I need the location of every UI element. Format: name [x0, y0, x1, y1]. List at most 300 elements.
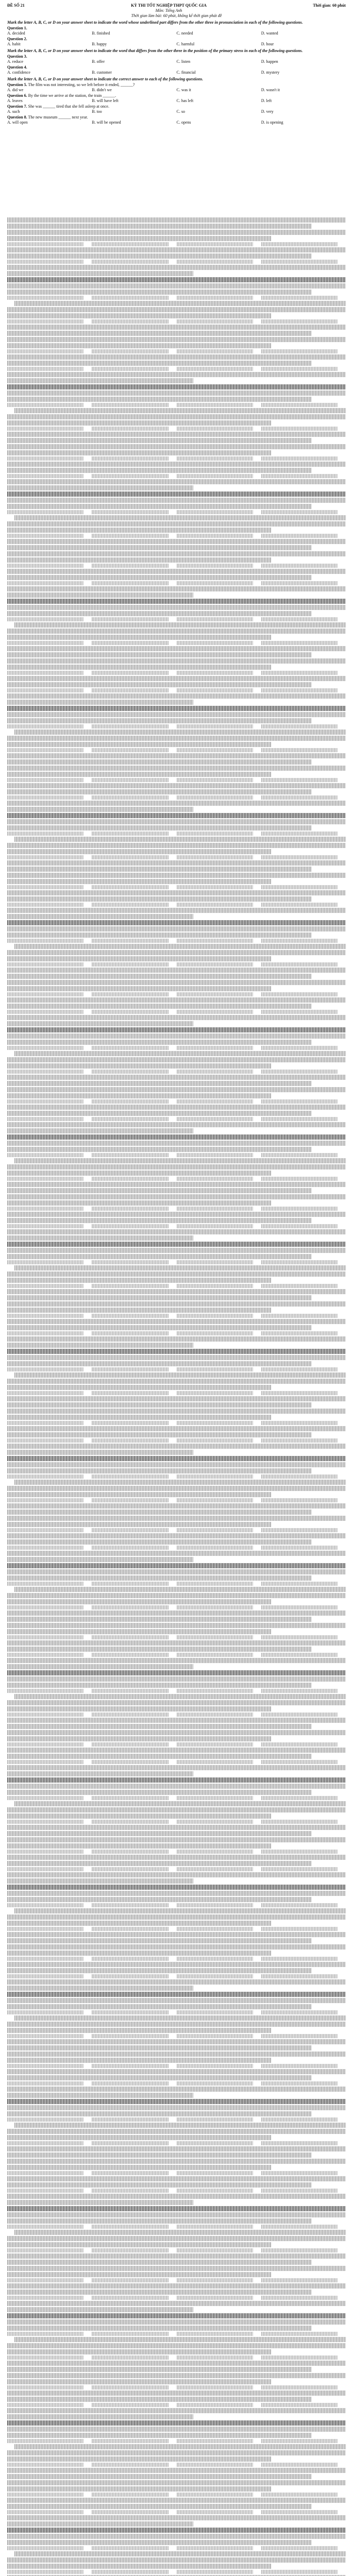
answer-option[interactable]	[7, 1391, 83, 1395]
answer-option[interactable]	[261, 2171, 338, 2175]
answer-option[interactable]	[261, 885, 338, 889]
answer-option[interactable]	[261, 1528, 338, 1532]
answer-option[interactable]	[7, 510, 83, 514]
answer-option[interactable]	[261, 1177, 338, 1181]
option-a[interactable]: A. will open	[7, 120, 28, 125]
answer-option[interactable]	[7, 1653, 83, 1657]
answer-option[interactable]	[261, 427, 338, 431]
answer-option[interactable]	[261, 1796, 338, 1800]
option-c[interactable]: C. was it	[176, 88, 191, 92]
option-a[interactable]: A. decided	[7, 31, 25, 36]
answer-option[interactable]	[261, 1421, 338, 1425]
answer-option[interactable]	[177, 939, 253, 943]
answer-option[interactable]	[261, 474, 338, 478]
answer-option[interactable]	[92, 2189, 168, 2193]
answer-option[interactable]	[177, 2570, 253, 2574]
answer-option[interactable]	[7, 319, 83, 324]
answer-option[interactable]	[261, 1117, 338, 1121]
answer-option[interactable]	[177, 367, 253, 371]
answer-option[interactable]	[177, 1528, 253, 1532]
answer-option[interactable]	[7, 1546, 83, 1550]
answer-option[interactable]	[177, 1314, 253, 1318]
option-a[interactable]: A. reduce	[7, 59, 24, 64]
answer-option[interactable]	[261, 1498, 338, 1502]
answer-option[interactable]	[7, 2248, 83, 2252]
answer-option[interactable]	[7, 2355, 83, 2360]
answer-option[interactable]	[177, 427, 253, 431]
answer-option[interactable]	[261, 510, 338, 514]
answer-option[interactable]	[261, 748, 338, 752]
answer-option[interactable]	[177, 832, 253, 836]
answer-option[interactable]	[261, 939, 338, 943]
answer-option[interactable]	[7, 1177, 83, 1181]
answer-option[interactable]	[7, 617, 83, 621]
answer-option[interactable]	[261, 2355, 338, 2360]
option-c[interactable]: C. so	[176, 109, 185, 114]
answer-option[interactable]	[177, 2546, 253, 2550]
answer-option[interactable]	[261, 992, 338, 996]
answer-option[interactable]	[92, 1224, 168, 1228]
answer-option[interactable]	[177, 2248, 253, 2252]
answer-option[interactable]	[92, 885, 168, 889]
answer-option[interactable]	[7, 1927, 83, 1931]
answer-option[interactable]	[92, 992, 168, 996]
answer-option[interactable]	[261, 564, 338, 568]
answer-option[interactable]	[92, 903, 168, 907]
answer-option[interactable]	[177, 456, 253, 461]
answer-option[interactable]	[7, 992, 83, 996]
answer-option[interactable]	[7, 1153, 83, 1157]
option-d[interactable]: D. wasn't it	[261, 88, 280, 92]
answer-option[interactable]	[261, 1867, 338, 1871]
option-b[interactable]: B. will be opened	[92, 120, 121, 125]
option-c[interactable]: C. listen	[176, 59, 191, 64]
answer-option[interactable]	[7, 2225, 83, 2229]
answer-option[interactable]	[261, 2141, 338, 2145]
answer-option[interactable]	[7, 1421, 83, 1425]
answer-option[interactable]	[92, 2081, 168, 2086]
answer-option[interactable]	[177, 1820, 253, 1824]
answer-option[interactable]	[261, 1475, 338, 1479]
answer-option[interactable]	[177, 2463, 253, 2467]
answer-option[interactable]	[92, 2510, 168, 2514]
option-d[interactable]: D. happen	[261, 59, 278, 64]
answer-option[interactable]	[261, 1850, 338, 1854]
answer-option[interactable]	[7, 1689, 83, 1693]
answer-option[interactable]	[261, 2296, 338, 2300]
answer-option[interactable]	[261, 2493, 338, 2497]
answer-option[interactable]	[261, 962, 338, 967]
option-a[interactable]: A. such	[7, 109, 20, 114]
answer-option[interactable]	[261, 2278, 338, 2282]
answer-option[interactable]	[92, 403, 168, 407]
answer-option[interactable]	[261, 1224, 338, 1228]
answer-option[interactable]	[177, 1582, 253, 1586]
answer-option[interactable]	[177, 671, 253, 675]
answer-option[interactable]	[92, 832, 168, 836]
answer-option[interactable]	[261, 1903, 338, 1907]
answer-option[interactable]	[92, 1582, 168, 1586]
answer-option[interactable]	[261, 1070, 338, 1074]
answer-option[interactable]	[92, 1314, 168, 1318]
answer-option[interactable]	[92, 855, 168, 859]
answer-option[interactable]	[7, 795, 83, 800]
answer-option[interactable]	[261, 1391, 338, 1395]
answer-option[interactable]	[7, 296, 83, 300]
answer-option[interactable]	[92, 1957, 168, 1961]
answer-option[interactable]	[92, 2117, 168, 2122]
answer-option[interactable]	[92, 510, 168, 514]
answer-option[interactable]	[7, 1867, 83, 1871]
answer-option[interactable]	[177, 564, 253, 568]
answer-option[interactable]	[7, 671, 83, 675]
answer-option[interactable]	[7, 403, 83, 407]
answer-option[interactable]	[177, 349, 253, 353]
option-c[interactable]: C. harmful	[176, 42, 195, 46]
answer-option[interactable]	[92, 2493, 168, 2497]
answer-option[interactable]	[177, 2225, 253, 2229]
answer-option[interactable]	[92, 688, 168, 692]
answer-option[interactable]	[92, 2385, 168, 2389]
answer-option[interactable]	[92, 939, 168, 943]
answer-option[interactable]	[177, 2403, 253, 2407]
answer-option[interactable]	[92, 1010, 168, 1014]
answer-option[interactable]	[7, 2010, 83, 2014]
answer-option[interactable]	[92, 581, 168, 585]
answer-option[interactable]	[177, 1957, 253, 1961]
answer-option[interactable]	[261, 1713, 338, 1717]
answer-option[interactable]	[7, 260, 83, 264]
answer-option[interactable]	[92, 474, 168, 478]
answer-option[interactable]	[177, 2493, 253, 2497]
answer-option[interactable]	[7, 1528, 83, 1532]
answer-option[interactable]	[7, 2189, 83, 2193]
answer-option[interactable]	[177, 1546, 253, 1550]
answer-option[interactable]	[177, 2278, 253, 2282]
answer-option[interactable]	[92, 1260, 168, 1264]
answer-option[interactable]	[177, 724, 253, 728]
answer-option[interactable]	[92, 1820, 168, 1824]
answer-option[interactable]	[177, 2064, 253, 2068]
answer-option[interactable]	[7, 1760, 83, 1764]
answer-option[interactable]	[177, 2510, 253, 2514]
answer-option[interactable]	[7, 724, 83, 728]
answer-option[interactable]	[7, 1820, 83, 1824]
answer-option[interactable]	[7, 474, 83, 478]
answer-option[interactable]	[7, 1117, 83, 1121]
answer-option[interactable]	[7, 2171, 83, 2175]
answer-option[interactable]	[177, 319, 253, 324]
answer-option[interactable]	[7, 2278, 83, 2282]
answer-option[interactable]	[7, 1974, 83, 1978]
answer-option[interactable]	[7, 367, 83, 371]
answer-option[interactable]	[7, 1260, 83, 1264]
answer-option[interactable]	[177, 2189, 253, 2193]
answer-option[interactable]	[92, 2278, 168, 2282]
answer-option[interactable]	[177, 296, 253, 300]
answer-option[interactable]	[7, 1903, 83, 1907]
answer-option[interactable]	[7, 2064, 83, 2068]
answer-option[interactable]	[92, 2064, 168, 2068]
answer-option[interactable]	[261, 1284, 338, 1288]
answer-option[interactable]	[177, 885, 253, 889]
answer-option[interactable]	[92, 1867, 168, 1871]
answer-option[interactable]	[92, 1546, 168, 1550]
option-b[interactable]: B. will have left	[92, 98, 119, 103]
answer-option[interactable]	[7, 1099, 83, 1104]
answer-option[interactable]	[261, 2546, 338, 2550]
answer-option[interactable]	[261, 2225, 338, 2229]
answer-option[interactable]	[92, 1927, 168, 1931]
answer-option[interactable]	[177, 1927, 253, 1931]
answer-option[interactable]	[261, 795, 338, 800]
answer-option[interactable]	[92, 1475, 168, 1479]
option-d[interactable]: D. is opening	[261, 120, 283, 125]
option-c[interactable]: C. opens	[176, 120, 191, 125]
answer-option[interactable]	[177, 2355, 253, 2360]
answer-option[interactable]	[7, 1605, 83, 1609]
answer-option[interactable]	[92, 1653, 168, 1657]
answer-option[interactable]	[92, 1367, 168, 1371]
answer-option[interactable]	[261, 1546, 338, 1550]
answer-option[interactable]	[7, 2463, 83, 2467]
answer-option[interactable]	[261, 1260, 338, 1264]
answer-option[interactable]	[261, 403, 338, 407]
answer-option[interactable]	[92, 2355, 168, 2360]
answer-option[interactable]	[261, 1367, 338, 1371]
answer-option[interactable]	[92, 1177, 168, 1181]
answer-option[interactable]	[177, 962, 253, 967]
option-d[interactable]: D. left	[261, 98, 272, 103]
answer-option[interactable]	[92, 1528, 168, 1532]
answer-option[interactable]	[177, 474, 253, 478]
answer-option[interactable]	[177, 1046, 253, 1050]
answer-option[interactable]	[261, 1689, 338, 1693]
answer-option[interactable]	[177, 534, 253, 538]
answer-option[interactable]	[177, 903, 253, 907]
answer-option[interactable]	[92, 1796, 168, 1800]
answer-option[interactable]	[7, 1070, 83, 1074]
answer-option[interactable]	[7, 564, 83, 568]
answer-option[interactable]	[177, 641, 253, 645]
answer-option[interactable]	[92, 260, 168, 264]
answer-option[interactable]	[92, 1635, 168, 1639]
answer-option[interactable]	[7, 581, 83, 585]
option-d[interactable]: D. very	[261, 109, 274, 114]
answer-option[interactable]	[261, 2570, 338, 2574]
answer-option[interactable]	[92, 242, 168, 246]
answer-option[interactable]	[261, 581, 338, 585]
answer-option[interactable]	[92, 1689, 168, 1693]
answer-option[interactable]	[177, 688, 253, 692]
answer-option[interactable]	[261, 2463, 338, 2467]
answer-option[interactable]	[92, 1284, 168, 1288]
answer-option[interactable]	[261, 2081, 338, 2086]
answer-option[interactable]	[92, 296, 168, 300]
answer-option[interactable]	[177, 1010, 253, 1014]
answer-option[interactable]	[92, 1742, 168, 1747]
answer-option[interactable]	[92, 2034, 168, 2038]
answer-option[interactable]	[261, 671, 338, 675]
answer-option[interactable]	[177, 2171, 253, 2175]
answer-option[interactable]	[261, 2117, 338, 2122]
answer-option[interactable]	[261, 1207, 338, 1211]
answer-option[interactable]	[261, 855, 338, 859]
answer-option[interactable]	[92, 2403, 168, 2407]
answer-option[interactable]	[177, 1498, 253, 1502]
answer-option[interactable]	[7, 427, 83, 431]
answer-option[interactable]	[92, 671, 168, 675]
answer-option[interactable]	[7, 2439, 83, 2443]
answer-option[interactable]	[92, 617, 168, 621]
answer-option[interactable]	[7, 1742, 83, 1747]
answer-option[interactable]	[7, 349, 83, 353]
answer-option[interactable]	[177, 795, 253, 800]
answer-option[interactable]	[92, 2546, 168, 2550]
option-a[interactable]: A. confidence	[7, 70, 30, 75]
answer-option[interactable]	[177, 1070, 253, 1074]
answer-option[interactable]	[7, 962, 83, 967]
answer-option[interactable]	[7, 1367, 83, 1371]
answer-option[interactable]	[261, 1760, 338, 1764]
answer-option[interactable]	[92, 1117, 168, 1121]
answer-option[interactable]	[261, 2189, 338, 2193]
answer-option[interactable]	[7, 2403, 83, 2407]
answer-option[interactable]	[92, 534, 168, 538]
answer-option[interactable]	[7, 1207, 83, 1211]
option-c[interactable]: C. needed	[176, 31, 193, 36]
answer-option[interactable]	[7, 1713, 83, 1717]
answer-option[interactable]	[92, 1974, 168, 1978]
answer-option[interactable]	[261, 903, 338, 907]
answer-option[interactable]	[92, 641, 168, 645]
answer-option[interactable]	[261, 2385, 338, 2389]
answer-option[interactable]	[92, 2010, 168, 2014]
answer-option[interactable]	[7, 778, 83, 782]
answer-option[interactable]	[7, 1284, 83, 1288]
answer-option[interactable]	[261, 2248, 338, 2252]
answer-option[interactable]	[261, 534, 338, 538]
answer-option[interactable]	[177, 2010, 253, 2014]
answer-option[interactable]	[7, 1796, 83, 1800]
answer-option[interactable]	[177, 260, 253, 264]
answer-option[interactable]	[177, 1903, 253, 1907]
answer-option[interactable]	[92, 1605, 168, 1609]
answer-option[interactable]	[7, 1498, 83, 1502]
answer-option[interactable]	[177, 1635, 253, 1639]
answer-option[interactable]	[177, 1974, 253, 1978]
answer-option[interactable]	[261, 1974, 338, 1978]
answer-option[interactable]	[261, 641, 338, 645]
answer-option[interactable]	[177, 1260, 253, 1264]
answer-option[interactable]	[92, 748, 168, 752]
answer-option[interactable]	[7, 1635, 83, 1639]
option-a[interactable]: A. habit	[7, 42, 21, 46]
answer-option[interactable]	[177, 1867, 253, 1871]
answer-option[interactable]	[7, 1010, 83, 1014]
answer-option[interactable]	[92, 962, 168, 967]
answer-option[interactable]	[261, 456, 338, 461]
answer-option[interactable]	[177, 1284, 253, 1288]
answer-option[interactable]	[261, 688, 338, 692]
answer-option[interactable]	[92, 1046, 168, 1050]
answer-option[interactable]	[92, 2171, 168, 2175]
answer-option[interactable]	[261, 1046, 338, 1050]
answer-option[interactable]	[92, 2141, 168, 2145]
answer-option[interactable]	[261, 319, 338, 324]
answer-option[interactable]	[7, 748, 83, 752]
answer-option[interactable]	[177, 1475, 253, 1479]
answer-option[interactable]	[177, 2332, 253, 2336]
option-b[interactable]: B. offer	[92, 59, 105, 64]
answer-option[interactable]	[92, 2463, 168, 2467]
answer-option[interactable]	[92, 2225, 168, 2229]
answer-option[interactable]	[92, 319, 168, 324]
answer-option[interactable]	[7, 2510, 83, 2514]
option-d[interactable]: D. hour	[261, 42, 274, 46]
answer-option[interactable]	[177, 242, 253, 246]
answer-option[interactable]	[7, 2385, 83, 2389]
answer-option[interactable]	[177, 2385, 253, 2389]
answer-option[interactable]	[177, 1331, 253, 1335]
answer-option[interactable]	[177, 1117, 253, 1121]
answer-option[interactable]	[7, 688, 83, 692]
answer-option[interactable]	[92, 456, 168, 461]
answer-option[interactable]	[92, 1153, 168, 1157]
answer-option[interactable]	[261, 2439, 338, 2443]
answer-option[interactable]	[7, 1314, 83, 1318]
answer-option[interactable]	[92, 2332, 168, 2336]
option-b[interactable]: B. didn't we	[92, 88, 112, 92]
answer-option[interactable]	[177, 1367, 253, 1371]
answer-option[interactable]	[92, 2439, 168, 2443]
answer-option[interactable]	[177, 2117, 253, 2122]
answer-option[interactable]	[177, 1421, 253, 1425]
answer-option[interactable]	[261, 1635, 338, 1639]
answer-option[interactable]	[7, 1582, 83, 1586]
answer-option[interactable]	[7, 2546, 83, 2550]
answer-option[interactable]	[177, 2439, 253, 2443]
answer-option[interactable]	[7, 885, 83, 889]
answer-option[interactable]	[92, 795, 168, 800]
answer-option[interactable]	[7, 1046, 83, 1050]
answer-option[interactable]	[177, 778, 253, 782]
answer-option[interactable]	[7, 1224, 83, 1228]
answer-option[interactable]	[177, 855, 253, 859]
answer-option[interactable]	[7, 534, 83, 538]
answer-option[interactable]	[7, 2493, 83, 2497]
answer-option[interactable]	[92, 1713, 168, 1717]
answer-option[interactable]	[177, 1224, 253, 1228]
answer-option[interactable]	[261, 1742, 338, 1747]
answer-option[interactable]	[177, 1742, 253, 1747]
option-b[interactable]: B. customer	[92, 70, 112, 75]
answer-option[interactable]	[177, 1391, 253, 1395]
answer-option[interactable]	[177, 1438, 253, 1443]
answer-option[interactable]	[177, 2296, 253, 2300]
answer-option[interactable]	[177, 1153, 253, 1157]
option-c[interactable]: C. financial	[176, 70, 196, 75]
answer-option[interactable]	[7, 1438, 83, 1443]
answer-option[interactable]	[177, 581, 253, 585]
answer-option[interactable]	[261, 832, 338, 836]
answer-option[interactable]	[92, 2296, 168, 2300]
answer-option[interactable]	[261, 1653, 338, 1657]
answer-option[interactable]	[177, 2034, 253, 2038]
answer-option[interactable]	[261, 1820, 338, 1824]
answer-option[interactable]	[92, 564, 168, 568]
answer-option[interactable]	[177, 1099, 253, 1104]
